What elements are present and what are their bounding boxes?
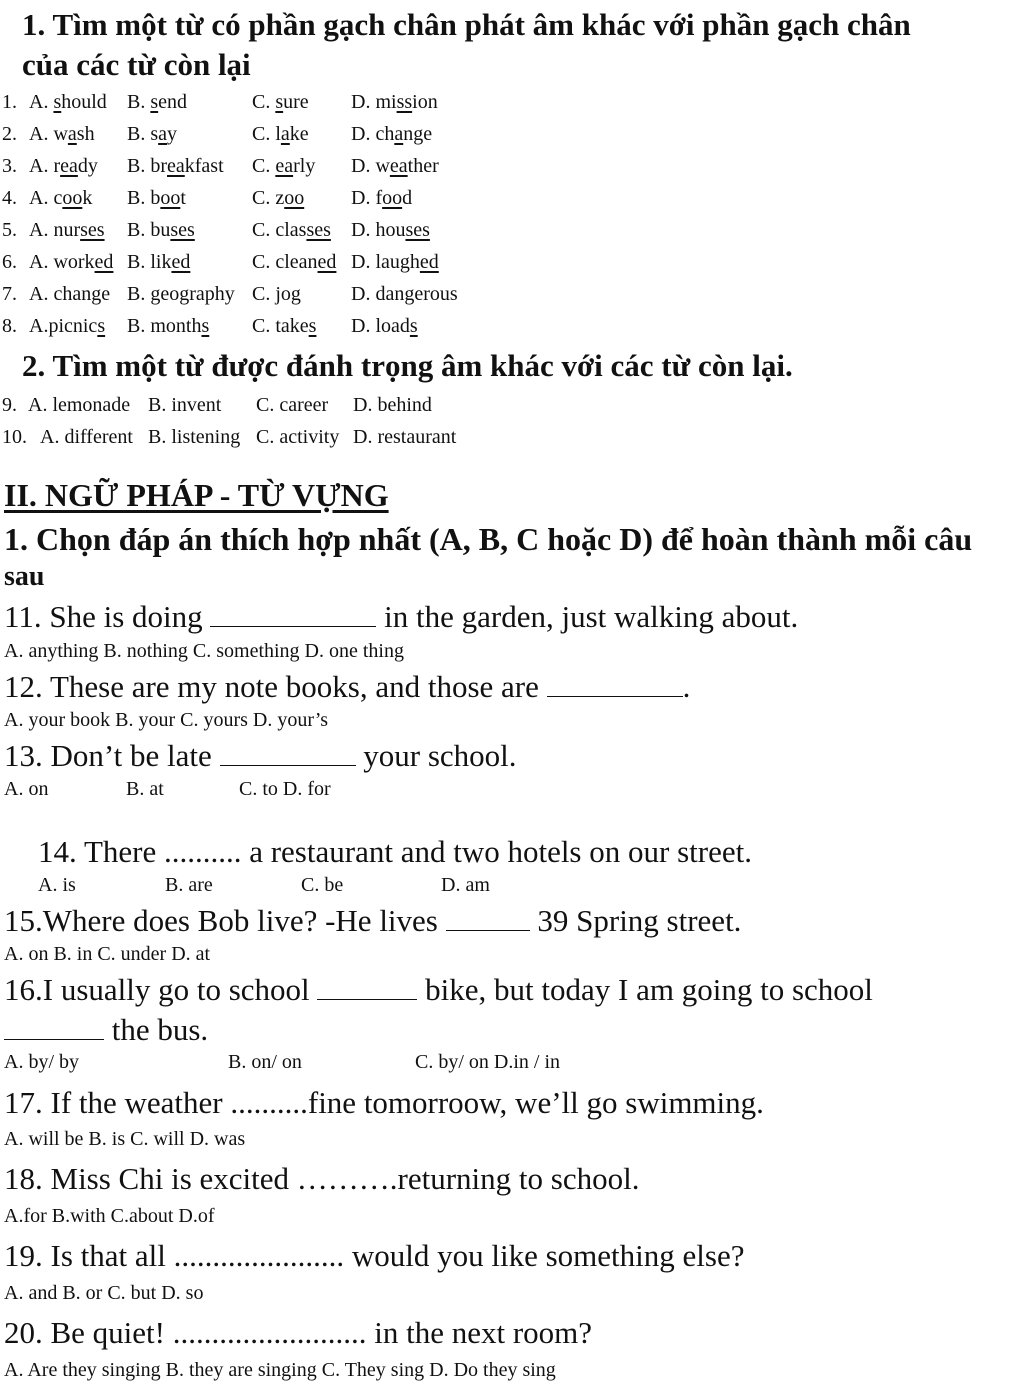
q9-option-a: A. lemonade bbox=[28, 394, 131, 416]
q10-option-c: C. activity bbox=[256, 426, 340, 448]
underlined-part: oo bbox=[160, 187, 181, 209]
underlined-part: a bbox=[158, 123, 168, 145]
row-8-option-b bbox=[127, 316, 209, 336]
row-number: 3. bbox=[2, 155, 17, 177]
row-7-option-a bbox=[29, 284, 110, 304]
q13-stem: 13. Don’t be late your school. bbox=[4, 738, 517, 773]
q9-option-d: D. behind bbox=[353, 394, 432, 416]
word-part: C. clas bbox=[252, 219, 307, 241]
word-part: B. br bbox=[127, 155, 167, 177]
underlined-part: oo bbox=[62, 187, 83, 209]
word-part: C. take bbox=[252, 315, 309, 337]
underlined-part: a bbox=[67, 123, 77, 145]
word-part: C. clean bbox=[252, 251, 318, 273]
q12-stem: 12. These are my note books, and those are . bbox=[4, 669, 691, 704]
word-part: A. work bbox=[29, 251, 95, 273]
word-part: d bbox=[402, 187, 413, 209]
row-number: 7. bbox=[2, 283, 17, 305]
q14-option-c: C. be bbox=[301, 874, 344, 896]
q10-option-a: A. different bbox=[40, 426, 133, 448]
row-number: 4. bbox=[2, 187, 17, 209]
row-7-option-d bbox=[351, 284, 458, 304]
word-part: sh bbox=[76, 123, 95, 145]
word-part: C. jog bbox=[252, 283, 301, 305]
word-part: B. s bbox=[127, 123, 159, 145]
q19-stem: 19. Is that all ...................... would you like something else? bbox=[4, 1238, 745, 1273]
word-part: hould bbox=[61, 91, 107, 113]
word-part: D. w bbox=[351, 155, 390, 177]
row-4-option-b bbox=[127, 188, 186, 208]
q16-blank-2 bbox=[4, 1038, 104, 1040]
q11-options: A. anything B. nothing C. something D. one thing bbox=[4, 640, 404, 662]
q19-options: A. and B. or C. but D. so bbox=[4, 1282, 204, 1304]
word-part: rly bbox=[293, 155, 316, 177]
underlined-part: ses bbox=[80, 219, 105, 241]
underlined-part: s bbox=[97, 315, 106, 337]
underlined-part: s bbox=[53, 91, 62, 113]
word-part: ke bbox=[289, 123, 309, 145]
underlined-part: ses bbox=[170, 219, 195, 241]
row-6-option-b bbox=[127, 252, 190, 272]
word-part: D. dangerous bbox=[351, 283, 458, 305]
underlined-part: ea bbox=[389, 155, 408, 177]
word-part: A. nur bbox=[29, 219, 81, 241]
section2-title: II. NGỮ PHÁP - TỪ VỰNG bbox=[4, 477, 389, 513]
word-part: ion bbox=[412, 91, 438, 113]
q18-options: A.for B.with C.about D.of bbox=[4, 1205, 215, 1227]
underlined-part: ed bbox=[94, 251, 114, 273]
q12-blank bbox=[547, 695, 683, 697]
row-2-option-a bbox=[29, 124, 95, 144]
row-5-option-a bbox=[29, 220, 105, 240]
word-part: y bbox=[167, 123, 178, 145]
q14-option-b: B. are bbox=[165, 874, 213, 896]
row-2-option-d bbox=[351, 124, 432, 144]
q16-stem-line1: 16.I usually go to school bike, but today I am going to school bbox=[4, 972, 873, 1007]
q20-options: A. Are they singing B. they are singing C. They sing D. Do they sing bbox=[4, 1359, 556, 1381]
word-part: A. r bbox=[29, 155, 61, 177]
section2-instruction-line2: sau bbox=[4, 561, 45, 592]
row-1-option-a bbox=[29, 92, 107, 112]
row-8-option-a bbox=[29, 316, 105, 336]
q9-option-c: C. career bbox=[256, 394, 329, 416]
word-part: A. change bbox=[29, 283, 111, 305]
word-part: C. bbox=[252, 91, 276, 113]
underlined-part: ed bbox=[419, 251, 439, 273]
word-part: nge bbox=[403, 123, 433, 145]
word-part: dy bbox=[77, 155, 98, 177]
q15-stem: 15.Where does Bob live? -He lives 39 Spring street. bbox=[4, 903, 742, 938]
word-part: t bbox=[180, 187, 186, 209]
word-part: D. load bbox=[351, 315, 410, 337]
row-number: 5. bbox=[2, 219, 17, 241]
word-part: C. z bbox=[252, 187, 285, 209]
word-part: D. laugh bbox=[351, 251, 420, 273]
underlined-part: s bbox=[275, 91, 284, 113]
q16-blank-1 bbox=[317, 998, 417, 1000]
q13-option-a: A. on bbox=[4, 778, 49, 800]
underlined-part: s bbox=[150, 91, 159, 113]
word-part: A. c bbox=[29, 187, 63, 209]
row-4-option-a bbox=[29, 188, 92, 208]
row-1-option-c bbox=[252, 92, 309, 112]
row-3-option-b bbox=[127, 156, 224, 176]
part1-heading-line2: của các từ còn lại bbox=[22, 47, 251, 82]
underlined-part: ed bbox=[317, 251, 337, 273]
row-6-option-a bbox=[29, 252, 113, 272]
word-part: B. bbox=[127, 91, 151, 113]
row-5-option-c bbox=[252, 220, 331, 240]
q15-options: A. on B. in C. under D. at bbox=[4, 943, 211, 965]
row-5-option-d bbox=[351, 220, 430, 240]
q10-option-d: D. restaurant bbox=[353, 426, 457, 448]
q16-option-a: A. by/ by bbox=[4, 1051, 79, 1073]
q11-stem: 11. She is doing in the garden, just walking about. bbox=[4, 599, 799, 634]
word-part: D. f bbox=[351, 187, 383, 209]
underlined-part: ses bbox=[405, 219, 430, 241]
underlined-part: s bbox=[308, 315, 317, 337]
word-part: B. bu bbox=[127, 219, 171, 241]
q13-option-cd: C. to D. for bbox=[239, 778, 331, 800]
q20-stem: 20. Be quiet! ......................... in the next room? bbox=[4, 1315, 593, 1350]
row-6-option-d bbox=[351, 252, 439, 272]
word-part: kfast bbox=[184, 155, 224, 177]
word-part: A. w bbox=[29, 123, 68, 145]
row-4-option-d bbox=[351, 188, 412, 208]
section2-instruction-line1: 1. Chọn đáp án thích hợp nhất (A, B, C hoặc D) để hoàn thành mỗi câu bbox=[4, 521, 973, 557]
word-part: ther bbox=[407, 155, 439, 177]
q16-option-b: B. on/ on bbox=[228, 1051, 302, 1073]
row-3-option-a bbox=[29, 156, 98, 176]
q18-stem: 18. Miss Chi is excited ……….returning to school. bbox=[4, 1161, 640, 1196]
word-part: end bbox=[158, 91, 188, 113]
underlined-part: s bbox=[409, 315, 418, 337]
row-number: 8. bbox=[2, 315, 17, 337]
q16-stem-line2: the bus. bbox=[4, 1014, 208, 1045]
row-1-option-d bbox=[351, 92, 438, 112]
q11-blank bbox=[210, 625, 376, 627]
word-part: B. lik bbox=[127, 251, 172, 273]
row-1-option-b bbox=[127, 92, 187, 112]
q16-option-cd: C. by/ on D.in / in bbox=[415, 1051, 561, 1073]
word-part: D. ch bbox=[351, 123, 395, 145]
row-3-option-d bbox=[351, 156, 439, 176]
word-part: B. b bbox=[127, 187, 161, 209]
q17-stem: 17. If the weather ..........fine tomorroow, we’ll go swimming. bbox=[4, 1085, 764, 1120]
q17-options: A. will be B. is C. will D. was bbox=[4, 1128, 246, 1150]
row-2-option-c bbox=[252, 124, 309, 144]
row-number: 2. bbox=[2, 123, 17, 145]
underlined-part: ea bbox=[60, 155, 78, 177]
row-3-option-c bbox=[252, 156, 315, 176]
row-5-option-b bbox=[127, 220, 195, 240]
q9-option-b: B. invent bbox=[148, 394, 222, 416]
word-part: D. hou bbox=[351, 219, 406, 241]
row-6-option-c bbox=[252, 252, 336, 272]
q10-number: 10. bbox=[2, 426, 27, 448]
q14-stem: 14. There .......... a restaurant and two hotels on our street. bbox=[38, 834, 752, 869]
word-part: ure bbox=[283, 91, 309, 113]
q9-number: 9. bbox=[2, 394, 17, 416]
row-4-option-c bbox=[252, 188, 304, 208]
q13-blank bbox=[220, 764, 356, 766]
underlined-part: a bbox=[394, 123, 404, 145]
word-part: D. mi bbox=[351, 91, 397, 113]
q14-option-a: A. is bbox=[38, 874, 76, 896]
part2-heading: 2. Tìm một từ được đánh trọng âm khác với các từ còn lại. bbox=[22, 348, 793, 383]
underlined-part: s bbox=[201, 315, 210, 337]
underlined-part: ss bbox=[396, 91, 413, 113]
row-7-option-c bbox=[252, 284, 301, 304]
q15-blank bbox=[446, 929, 530, 931]
word-part: A. bbox=[29, 91, 54, 113]
row-number: 1. bbox=[2, 91, 17, 113]
q14-option-d: D. am bbox=[441, 874, 490, 896]
q13-option-b: B. at bbox=[126, 778, 164, 800]
row-2-option-b bbox=[127, 124, 177, 144]
row-8-option-d bbox=[351, 316, 418, 336]
q10-option-b: B. listening bbox=[148, 426, 241, 448]
word-part: C. bbox=[252, 155, 276, 177]
underlined-part: ea bbox=[275, 155, 294, 177]
row-7-option-b bbox=[127, 284, 235, 304]
word-part: B. geography bbox=[127, 283, 235, 305]
q12-options: A. your book B. your C. yours D. your’s bbox=[4, 709, 329, 731]
row-8-option-c bbox=[252, 316, 316, 336]
underlined-part: ea bbox=[167, 155, 185, 177]
word-part: C. l bbox=[252, 123, 281, 145]
underlined-part: oo bbox=[382, 187, 403, 209]
part1-heading-line1: 1. Tìm một từ có phần gạch chân phát âm khác với phần gạch chân bbox=[22, 7, 911, 42]
word-part: B. month bbox=[127, 315, 202, 337]
underlined-part: ed bbox=[171, 251, 191, 273]
row-number: 6. bbox=[2, 251, 17, 273]
underlined-part: oo bbox=[284, 187, 305, 209]
underlined-part: ses bbox=[306, 219, 331, 241]
word-part: A.picnic bbox=[29, 315, 98, 337]
underlined-part: a bbox=[280, 123, 290, 145]
word-part: k bbox=[82, 187, 93, 209]
